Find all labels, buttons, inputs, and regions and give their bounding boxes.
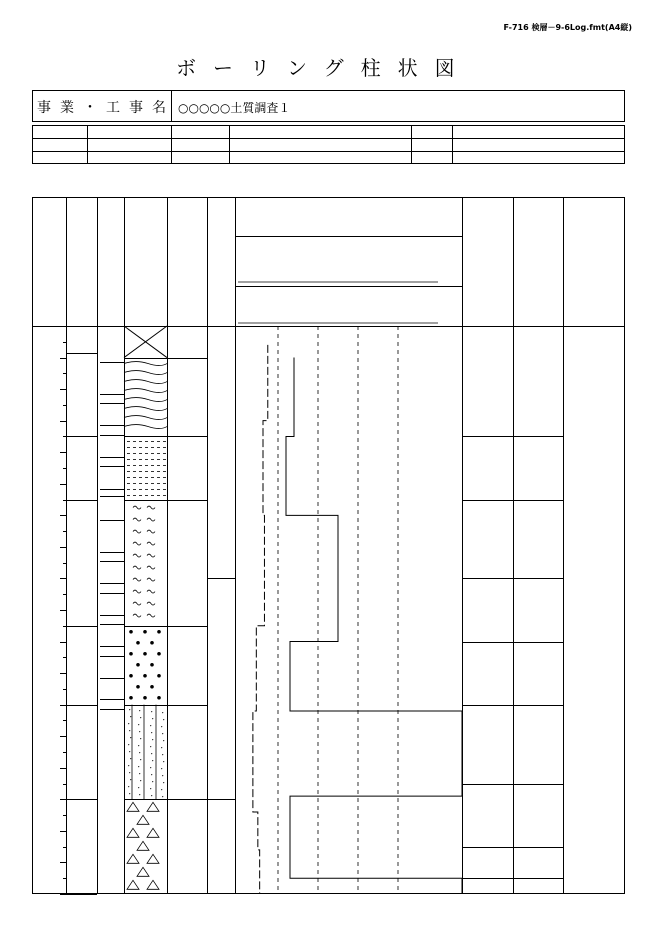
pattern-triangle xyxy=(137,867,149,876)
pattern-triangle xyxy=(147,880,159,889)
pattern-sand-dot xyxy=(150,725,151,726)
pattern-triangle xyxy=(127,880,139,889)
pattern-sand-dot xyxy=(130,716,131,717)
pattern-sand-dot xyxy=(128,744,129,745)
pattern-sand-dot xyxy=(150,767,151,768)
p-wave-profile xyxy=(286,358,462,894)
pattern-clay-line xyxy=(124,389,167,393)
pattern-wave xyxy=(133,518,141,521)
pattern-clay-line xyxy=(124,407,167,411)
pattern-triangle xyxy=(137,815,149,824)
pattern-dot xyxy=(157,652,161,656)
pattern-triangle xyxy=(147,828,159,837)
pattern-sand-dot xyxy=(150,788,151,789)
pattern-dot xyxy=(136,685,140,689)
pattern-sand-dot xyxy=(162,775,163,776)
pattern-wave xyxy=(133,578,141,581)
pattern-sand-dot xyxy=(140,759,141,760)
pattern-sand-dot xyxy=(163,782,164,783)
pattern-sand-dot xyxy=(162,733,163,734)
pattern-sand-dot xyxy=(162,754,163,755)
pattern-sand-dot xyxy=(138,766,139,767)
pattern-sand-dot xyxy=(129,793,130,794)
pattern-sand-dot xyxy=(162,712,163,713)
pattern-sand-dot xyxy=(129,751,130,752)
pattern-sand-dot xyxy=(161,789,162,790)
pattern-dot xyxy=(136,641,140,645)
pattern-sand-dot xyxy=(139,752,140,753)
pattern-dot xyxy=(143,696,147,700)
pattern-sand-dot xyxy=(152,760,153,761)
pattern-dot xyxy=(150,641,154,645)
pattern-sand-dot xyxy=(150,746,151,747)
pattern-sand-dot xyxy=(139,794,140,795)
pattern-clay-line xyxy=(124,380,167,384)
project-name: ○○○○○土質調査１ xyxy=(178,101,291,115)
pattern-triangle xyxy=(127,828,139,837)
file-reference: F-716 検層－9-6Log.fmt(A4縦) xyxy=(503,23,632,32)
pattern-sand-dot xyxy=(130,737,131,738)
pattern-sand-dot xyxy=(151,795,152,796)
pattern-wave xyxy=(147,602,155,605)
pattern-clay-line xyxy=(124,416,167,420)
pattern-clay-line xyxy=(124,398,167,402)
pattern-triangle xyxy=(147,802,159,811)
pattern-sand-dot xyxy=(128,723,129,724)
pattern-dot xyxy=(143,674,147,678)
pattern-sand-dot xyxy=(161,747,162,748)
pattern-wave xyxy=(133,590,141,593)
project-label: 事業・工事名 xyxy=(37,100,175,116)
pattern-wave xyxy=(147,554,155,557)
pattern-dot xyxy=(136,663,140,667)
pattern-wave xyxy=(133,566,141,569)
pattern-wave xyxy=(147,578,155,581)
pattern-dot xyxy=(150,663,154,667)
pattern-wave xyxy=(133,506,141,509)
pattern-wave xyxy=(147,566,155,569)
pattern-wave xyxy=(147,614,155,617)
pattern-sand-dot xyxy=(162,796,163,797)
pattern-dot xyxy=(143,630,147,634)
pattern-clay-line xyxy=(124,371,167,375)
pattern-clay-line xyxy=(124,425,167,429)
pattern-sand-dot xyxy=(163,740,164,741)
pattern-triangle xyxy=(127,854,139,863)
pattern-sand-dot xyxy=(138,745,139,746)
pattern-triangle xyxy=(127,802,139,811)
pattern-sand-dot xyxy=(151,732,152,733)
pattern-sand-dot xyxy=(129,730,130,731)
pattern-sand-dot xyxy=(140,738,141,739)
pattern-sand-dot xyxy=(152,739,153,740)
pattern-dot xyxy=(157,696,161,700)
pattern-triangle xyxy=(147,854,159,863)
pattern-wave xyxy=(133,542,141,545)
pattern-sand-dot xyxy=(151,711,152,712)
pattern-sand-dot xyxy=(152,781,153,782)
pattern-sand-dot xyxy=(163,719,164,720)
pattern-sand-dot xyxy=(129,772,130,773)
pattern-dot xyxy=(129,652,133,656)
pattern-sand-dot xyxy=(130,779,131,780)
pattern-sand-dot xyxy=(138,787,139,788)
pattern-sand-dot xyxy=(139,731,140,732)
pattern-wave xyxy=(133,530,141,533)
pattern-sand-dot xyxy=(139,710,140,711)
pattern-dot xyxy=(150,685,154,689)
pattern-wave xyxy=(133,602,141,605)
pattern-wave xyxy=(147,590,155,593)
pattern-wave xyxy=(147,518,155,521)
pattern-sand-dot xyxy=(138,724,139,725)
pattern-sand-dot xyxy=(163,761,164,762)
page-title: ボーリング柱状図 xyxy=(176,56,472,80)
pattern-triangle xyxy=(137,841,149,850)
pattern-dot xyxy=(143,652,147,656)
pattern-sand-dot xyxy=(152,718,153,719)
pattern-sand-dot xyxy=(128,765,129,766)
pattern-sand-dot xyxy=(128,786,129,787)
pattern-sand-dot xyxy=(139,773,140,774)
pattern-dot xyxy=(129,630,133,634)
pattern-sand-dot xyxy=(130,758,131,759)
pattern-wave xyxy=(133,554,141,557)
pattern-sand-dot xyxy=(140,717,141,718)
pattern-dot xyxy=(157,674,161,678)
pattern-dot xyxy=(129,674,133,678)
s-wave-profile xyxy=(253,345,268,894)
pattern-sand-dot xyxy=(161,768,162,769)
pattern-sand-dot xyxy=(161,726,162,727)
pattern-clay-line xyxy=(124,362,167,366)
pattern-dot xyxy=(157,630,161,634)
pattern-wave xyxy=(133,614,141,617)
pattern-wave xyxy=(147,542,155,545)
pattern-wave xyxy=(147,506,155,509)
pattern-dot xyxy=(129,696,133,700)
pattern-wave xyxy=(147,530,155,533)
pattern-sand-dot xyxy=(140,780,141,781)
pattern-sand-dot xyxy=(129,709,130,710)
pattern-sand-dot xyxy=(151,774,152,775)
pattern-sand-dot xyxy=(151,753,152,754)
